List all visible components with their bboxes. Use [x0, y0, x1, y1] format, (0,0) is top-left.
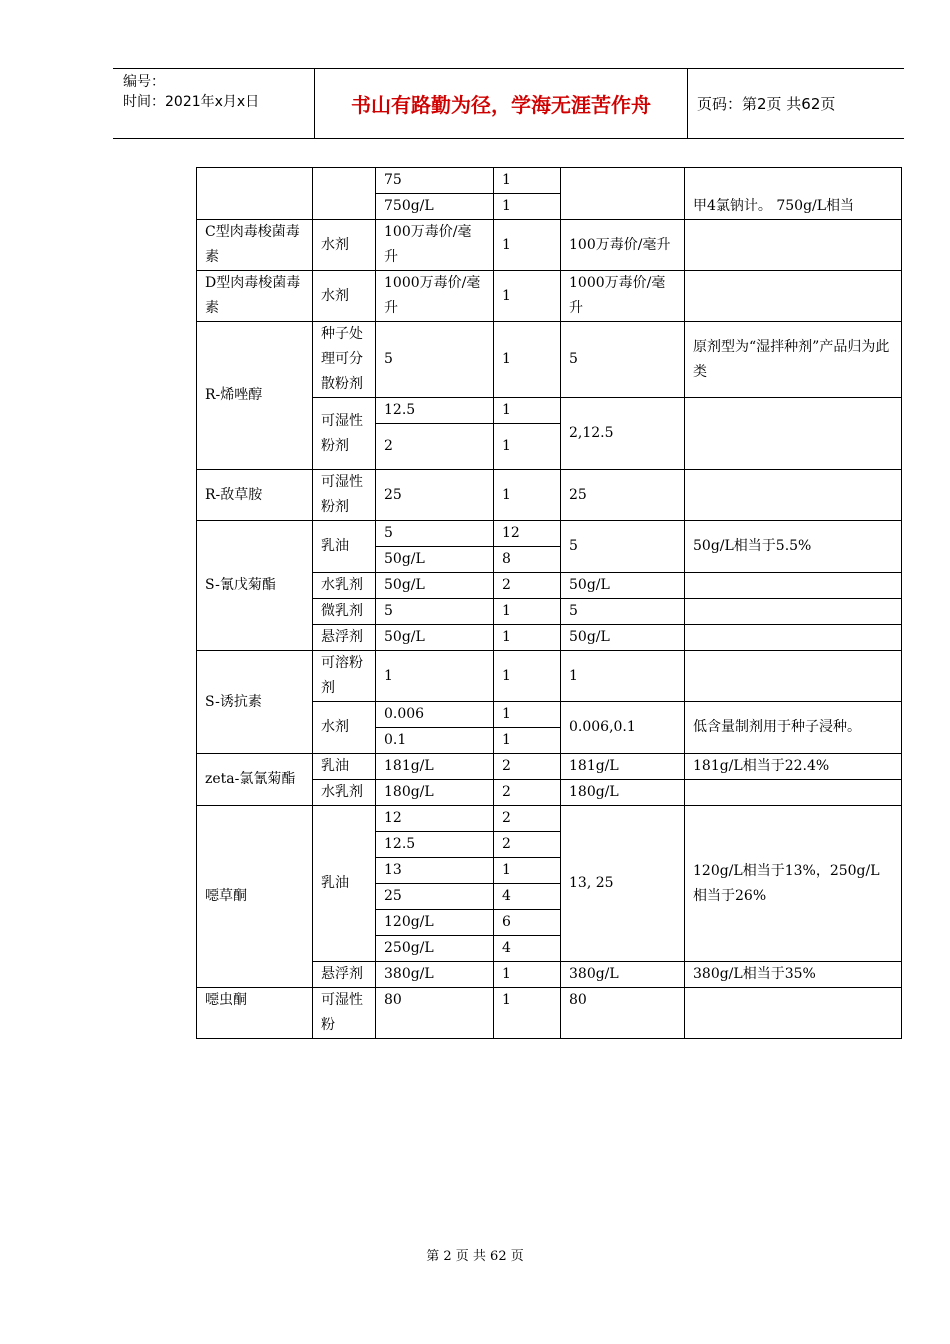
spec-cell: 380g/L — [376, 962, 494, 988]
table-row — [197, 168, 902, 194]
name-cell: 噁草酮 — [197, 806, 313, 988]
note-cell: 原剂型为“湿拌种剂”产品归为此类 — [685, 322, 902, 398]
table-row — [197, 220, 902, 271]
form-cell: 乳油 — [313, 754, 376, 780]
name-cell: D型肉毒梭菌毒素 — [197, 271, 313, 322]
note-cell — [685, 780, 902, 806]
spec-cell: 180g/L — [376, 780, 494, 806]
reg-cell: 25 — [561, 470, 685, 521]
name-cell: 噁虫酮 — [197, 988, 313, 1039]
form-cell: 水剂 — [313, 271, 376, 322]
date-label: 时间：2021年x月x日 — [123, 94, 260, 110]
table-row — [197, 322, 902, 398]
spec-cell: 50g/L — [376, 625, 494, 651]
count-cell: 1 — [494, 651, 561, 702]
count-cell: 2 — [494, 754, 561, 780]
count-cell: 1 — [494, 728, 561, 754]
note-cell — [685, 625, 902, 651]
spec-cell: 0.1 — [376, 728, 494, 754]
reg-cell: 2,12.5 — [561, 398, 685, 470]
spec-cell: 50g/L — [376, 573, 494, 599]
page-header — [113, 68, 904, 139]
count-cell: 1 — [494, 599, 561, 625]
spec-cell: 100万毒价/毫升 — [376, 220, 494, 271]
form-cell: 水剂 — [313, 702, 376, 754]
spec-cell: 5 — [376, 599, 494, 625]
form-cell: 乳油 — [313, 521, 376, 573]
spec-cell: 12.5 — [376, 398, 494, 424]
reg-cell: 5 — [561, 322, 685, 398]
form-cell: 微乳剂 — [313, 599, 376, 625]
name-cell — [197, 168, 313, 220]
reg-cell: 181g/L — [561, 754, 685, 780]
spec-cell: 120g/L — [376, 910, 494, 936]
reg-cell: 5 — [561, 599, 685, 625]
count-cell: 1 — [494, 424, 561, 470]
count-cell: 4 — [494, 936, 561, 962]
note-cell — [685, 651, 902, 702]
count-cell: 1 — [494, 858, 561, 884]
reg-cell: 1000万毒价/毫升 — [561, 271, 685, 322]
count-cell: 1 — [494, 398, 561, 424]
spec-cell: 250g/L — [376, 936, 494, 962]
spec-cell: 12.5 — [376, 832, 494, 858]
header-meta — [113, 69, 313, 138]
number-label: 编号： — [123, 74, 165, 90]
count-cell: 1 — [494, 625, 561, 651]
form-cell: 水剂 — [313, 220, 376, 271]
reg-cell: 80 — [561, 988, 685, 1039]
reg-cell: 13, 25 — [561, 806, 685, 962]
spec-cell: 80 — [376, 988, 494, 1039]
reg-cell: 380g/L — [561, 962, 685, 988]
spec-cell: 2 — [376, 424, 494, 470]
reg-cell: 0.006,0.1 — [561, 702, 685, 754]
note-cell: 380g/L相当于35% — [685, 962, 902, 988]
form-cell: 水乳剂 — [313, 780, 376, 806]
spec-cell: 25 — [376, 884, 494, 910]
spec-cell: 181g/L — [376, 754, 494, 780]
motto: 书山有路勤为径，学海无涯苦作舟 — [314, 69, 688, 138]
note-cell: 甲4氯钠计。 750g/L相当 — [685, 168, 902, 220]
spec-cell: 25 — [376, 470, 494, 521]
spec-cell: 1 — [376, 651, 494, 702]
name-cell: C型肉毒梭菌毒素 — [197, 220, 313, 271]
spec-cell: 13 — [376, 858, 494, 884]
reg-cell: 180g/L — [561, 780, 685, 806]
form-cell: 乳油 — [313, 806, 376, 962]
spec-cell: 75 — [376, 168, 494, 194]
count-cell: 8 — [494, 547, 561, 573]
reg-cell: 100万毒价/毫升 — [561, 220, 685, 271]
table-row — [197, 988, 902, 1039]
table-row — [197, 521, 902, 547]
page-footer: 第 2 页 共 62 页 — [426, 1249, 524, 1264]
note-cell: 50g/L相当于5.5% — [685, 521, 902, 573]
count-cell: 2 — [494, 573, 561, 599]
form-cell: 可湿性粉剂 — [313, 470, 376, 521]
count-cell: 1 — [494, 988, 561, 1039]
note-cell: 120g/L相当于13%，250g/L相当于26% — [685, 806, 902, 962]
count-cell: 1 — [494, 271, 561, 322]
reg-cell — [561, 168, 685, 220]
spec-cell: 750g/L — [376, 194, 494, 220]
pesticide-table — [196, 167, 902, 1039]
count-cell: 1 — [494, 962, 561, 988]
page-info: 页码：第2页 共62页 — [697, 95, 836, 113]
note-cell — [685, 599, 902, 625]
form-cell: 悬浮剂 — [313, 962, 376, 988]
count-cell: 2 — [494, 780, 561, 806]
reg-cell: 50g/L — [561, 573, 685, 599]
name-cell: zeta-氯氰菊酯 — [197, 754, 313, 806]
count-cell: 1 — [494, 702, 561, 728]
name-cell: S-诱抗素 — [197, 651, 313, 754]
count-cell: 1 — [494, 194, 561, 220]
note-cell: 181g/L相当于22.4% — [685, 754, 902, 780]
reg-cell: 5 — [561, 521, 685, 573]
note-cell — [685, 220, 902, 271]
spec-cell: 5 — [376, 521, 494, 547]
reg-cell: 1 — [561, 651, 685, 702]
spec-cell: 50g/L — [376, 547, 494, 573]
count-cell: 12 — [494, 521, 561, 547]
note-cell — [685, 271, 902, 322]
form-cell: 水乳剂 — [313, 573, 376, 599]
table-row — [197, 754, 902, 780]
note-cell: 低含量制剂用于种子浸种。 — [685, 702, 902, 754]
count-cell: 6 — [494, 910, 561, 936]
note-cell — [685, 988, 902, 1039]
note-cell — [685, 470, 902, 521]
count-cell: 4 — [494, 884, 561, 910]
name-cell: S-氰戊菊酯 — [197, 521, 313, 651]
count-cell: 2 — [494, 806, 561, 832]
name-cell: R-烯唑醇 — [197, 322, 313, 470]
count-cell: 1 — [494, 220, 561, 271]
name-cell: R-敌草胺 — [197, 470, 313, 521]
spec-cell: 1000万毒价/毫升 — [376, 271, 494, 322]
count-cell: 1 — [494, 322, 561, 398]
table-row — [197, 470, 902, 521]
spec-cell: 0.006 — [376, 702, 494, 728]
table-row — [197, 806, 902, 832]
spec-cell: 12 — [376, 806, 494, 832]
form-cell: 可湿性粉 — [313, 988, 376, 1039]
table-row — [197, 271, 902, 322]
note-cell — [685, 398, 902, 470]
spec-cell: 5 — [376, 322, 494, 398]
form-cell: 种子处理可分散粉剂 — [313, 322, 376, 398]
table-row — [197, 651, 902, 702]
note-cell — [685, 573, 902, 599]
form-cell — [313, 168, 376, 220]
count-cell: 1 — [494, 470, 561, 521]
reg-cell: 50g/L — [561, 625, 685, 651]
form-cell: 可溶粉剂 — [313, 651, 376, 702]
form-cell: 可湿性粉剂 — [313, 398, 376, 470]
count-cell: 2 — [494, 832, 561, 858]
form-cell: 悬浮剂 — [313, 625, 376, 651]
count-cell: 1 — [494, 168, 561, 194]
